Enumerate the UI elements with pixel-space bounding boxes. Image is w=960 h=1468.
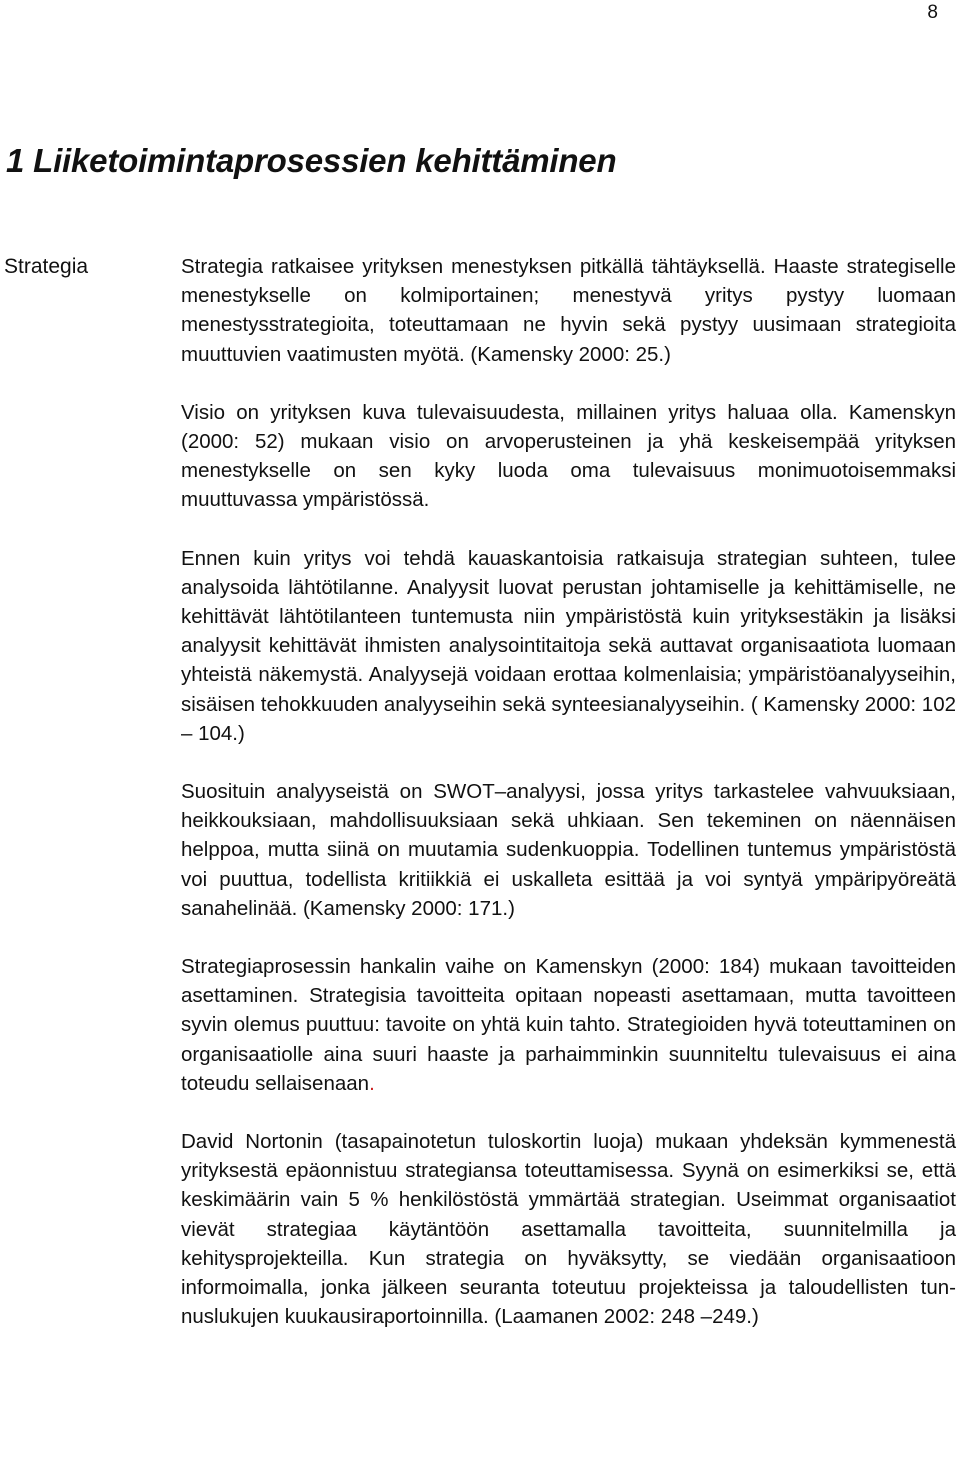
paragraph-norton: David Nortonin (tasapainotetun tuloskortin luoja) mukaan yhdeksän kymmenestä yrityksestä epäonnistuu strategiansa toteuttamisessa. Syynä on esimerkiksi se, että keskimäärin vain 5 % henkilöstöstä ymmärtää strategian. Useimmat organisaatiot vievät strategiaa käytäntöön asettamalla tavoitteita, suunnitelmilla ja kehitysprojekteilla. Kun strategia on hyväksytty, se viedään organisaatioon informoimalla, jonka jälkeen seuranta toteutuu projekteissa ja taloudellisten tunnuslukujen kuukausiraportoinnilla. (Laamanen 2002: 248 –249.) [181, 1130, 956, 1329]
paragraph-vision: Visio on yrityksen kuva tulevaisuudesta, millainen yritys haluaa olla. Kamenskyn (2000: 52) mukaan visio on arvoperusteinen ja yhä keskeisempää yrityksen menestykselle on sen kyky luoda oma tulevaisuus monimuotoisemmaksi muuttuvassa ympäristössä. [181, 400, 956, 512]
page-number: 8 [927, 2, 938, 23]
paragraph-strategy-intro: Strategia ratkaisee yrityksen menestyksen pitkällä tähtäyksellä. Haaste strategiselle menestykselle on kolmiportainen; menestyvä yritys pystyy luomaan menestysstrategioita, toteuttamaan ne hyvin sekä pystyy uusimaan strategioita muuttuvien vaatimusten myötä. (Kamensky 2000: 25.) [181, 255, 956, 366]
chapter-title: 1 Liiketoimintaprosessien kehittäminen [6, 142, 617, 179]
paragraph-analysis: Ennen kuin yritys voi tehdä kauaskantoisia ratkaisuja strategian suhteen, tulee analysoida lähtötilanne. Analyysit luovat perustan johtamiselle ja kehittämiselle, ne kehittävät lähtötilanteen tuntemusta niin ympäristöstä kuin yrityksestäkin ja lisäksi analyysit kehittävät ihmisten analysointitaitoja sekä auttavat organisaatiota luomaan yhteistä näkemystä. Analyysejä voidaan erottaa kolmenlaisia; ympäristöanalyyseihin, sisäisen tehokkuuden analyyseihin sekä synteesianalyyseihin. ( Kamensky 2000: 102 – 104.) [181, 546, 956, 745]
paragraph-swot: Suosituin analyyseistä on SWOT–analyysi, jossa yritys tarkastelee vahvuuksiaan, heikkouksiaan, mahdollisuuksiaan sekä uhkiaan. Sen tekeminen on näennäisen helppoa, mutta siinä on muutamia sudenkuoppia. Todellinen tuntemus ympäristöstä voi puuttua, todellista kritiikkiä ei uskalleta esittää ja voi syntyä ympäripyöreätä sanahelinää. (Kamensky 2000: 171.) [181, 780, 956, 920]
body-text [181, 252, 956, 1332]
margin-label-strategia: Strategia [4, 255, 89, 278]
paragraph-goals-text: Strategiaprosessin hankalin vaihe on Kamenskyn (2000: 184) mukaan tavoitteiden asettaminen. Strategisia tavoitteita opitaan nopeasti asettamaan, mutta tavoitteen syvin olemus puuttuu: tavoite on yhtä kuin tahto. Strategioiden hyvä toteuttaminen on organisaatiolle aina suuri haaste ja parhaimminkin suunniteltu tulevaisuus ei aina toteudu sellaisenaan [181, 955, 956, 1095]
paragraph-goals [181, 952, 956, 1098]
red-period-mark: . [369, 1071, 375, 1095]
